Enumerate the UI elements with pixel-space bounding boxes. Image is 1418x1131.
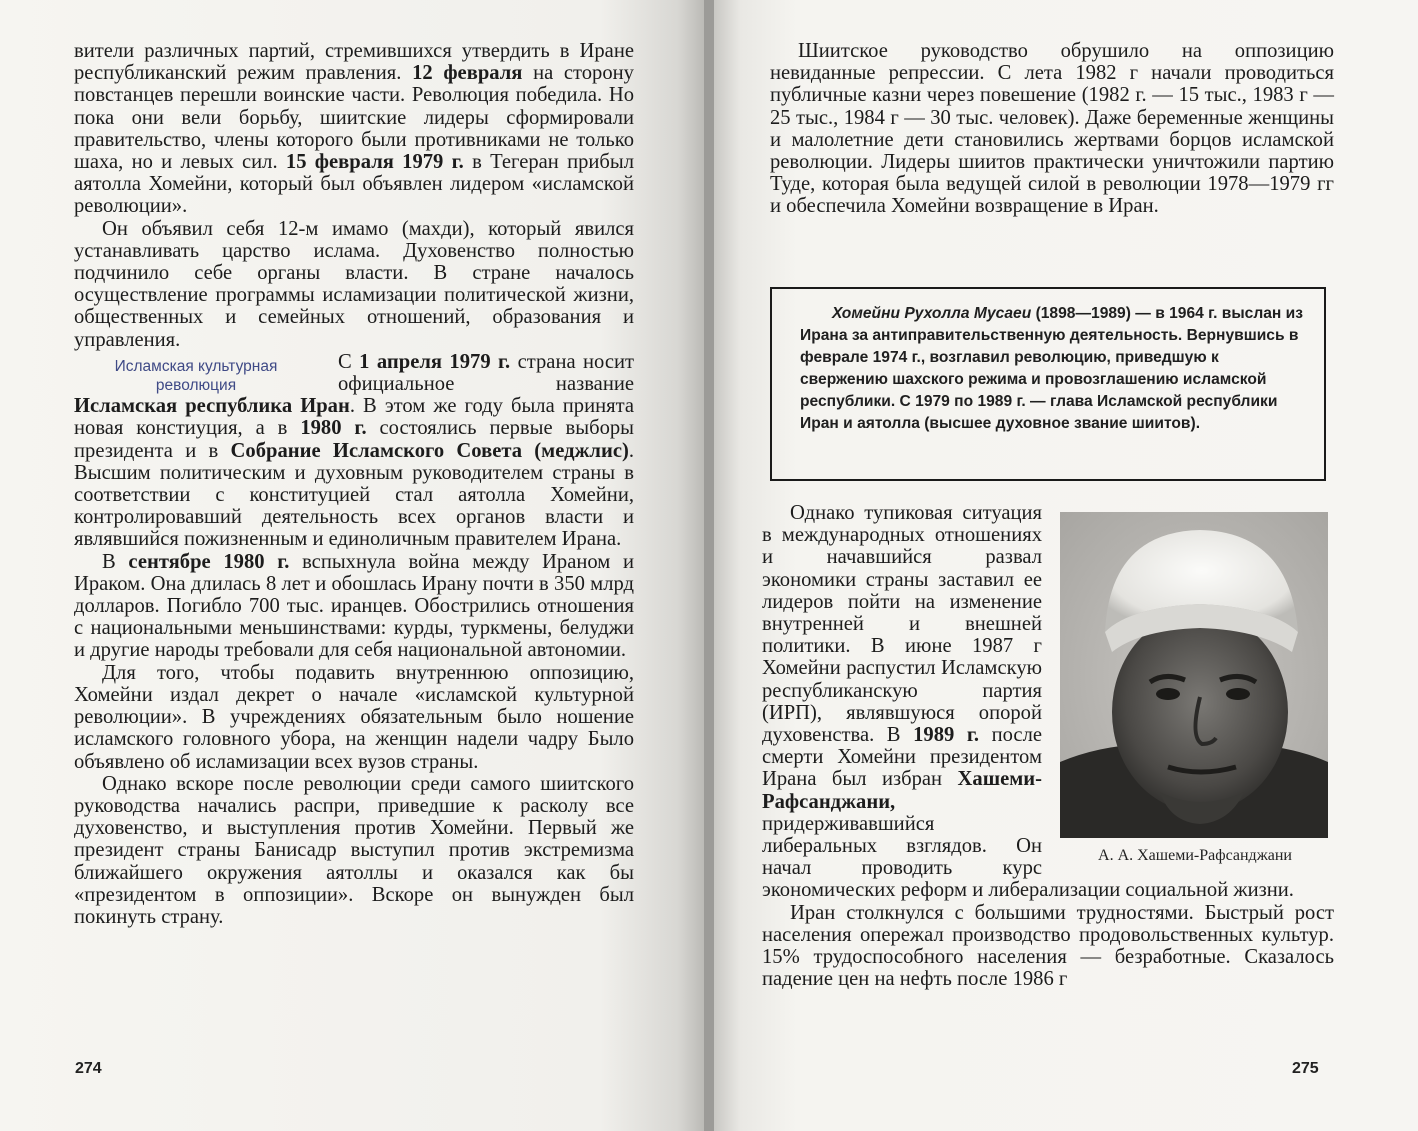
page-number-right: 275 [1292,1060,1319,1077]
page-number-left: 274 [75,1060,102,1077]
paragraph-imam: Он объявил себя 12-м имамо (махди), который явился устанавливать царство ислама. Духовенство полностью подчинило себе органы власти. В стране началось осуществление программы исламизации политической жизни, общественных и семейных отношений, образования и управления. [74,217,634,351]
bio-name: Хомейни Рухолла Мусаеи [832,305,1032,322]
left-page-text [74,40,634,928]
sidebar-label: Исламская культурная революция [114,357,278,394]
paragraph-split: Однако вскоре после революции среди самого шиитского руководства начались распри, приведшие к расколу все духовенство, и выступления против Хомейни. Первый же президент страны Банисадр выступил против экстремизма ближайшего окружения аятоллы и оказался как бы «президентом в оппозиции». Вскоре он вынужден был покинуть страну. [74,772,634,928]
paragraph-repression: Шиитское руководство обрушило на оппозицию невиданные репрессии. С лета 1982 г начали проводиться публичные казни через повешение (1982 г. — 15 тыс., 1983 г — 25 тыс., 1984 г — 30 тыс. человек). Даже беременные женщины и малолетние дети становились жертвами борцов исламской революции. Лидеры шиитов практически уничтожили партию Туде, которая была ведущей силой в революции 1978—1979 гг и обеспечила Хомейни возвращение в Иран. [770,40,1334,218]
right-page-text [770,40,1334,218]
paragraph-islamic-republic: Исламская культурная революция С 1 апреля 1979 г. страна носит официальное название Исламская республика Иран. В этом же году была принята новая констиуция, а в 1980 г. состоялись первые выборы президента и в Собрание Исламского Совета (меджлис). Высшим политическим и духовным руководителем страны в соответствии с конституцией стал аятолла Хомейни, контролировавший деятельность всех органов власти и являвшийся пожизненным и единоличным правителем Ирана. [74,351,634,551]
book-gutter [704,0,714,1131]
paragraph-cultural-revolution: Для того, чтобы подавить внутреннюю оппозицию, Хомейни издал декрет о начале «исламской культурной революции». В учреждениях обязательным было ношение исламского головного убора, на женщин надели чадру Было объявлено об исламизации всех вузов страны. [74,661,634,773]
right-page-lower-text [762,502,1334,990]
photo-caption: А. А. Хашеми-Рафсанджани [1098,847,1292,864]
paragraph-crisis: Однако тупиковая ситуация в международных отношениях и начавшийся развал экономики страны заставил ее лидеров пойти на изменение внутренней и внешней политики. В июне 1987 г Хомейни распустил Исламскую республиканскую партия (ИРП), являвшуюся опорой духовенства. В 1989 г. после смерти Хомейни президентом Ирана был избран Хашеми-Рафсанджани, придерживавшийся либеральных взглядов. Он начал проводить курс экономических реформ и либерализации социальной жизни. [762,502,1294,902]
paragraph-war: В сентябре 1980 г. вспыхнула война между Ираном и Ираком. Она длилась 8 лет и обошлась Ирану почти в 350 млрд долларов. Погибло 700 тыс. иранцев. Обострились отношения с национальными меньшинствами: курды, туркмены, белуджи и другие народы требовали для себя национальной автономии. [74,550,634,662]
paragraph-parties: вители различных партий, стремившихся утвердить в Иране республиканский режим правления. 12 февраля на сторону повстанцев перешли воинские части. Революция победила. Но пока они вели борьбу, шиитские лидеры сформировали правительство, члены которого были противниками не только шаха, но и левых сил. 15 февраля 1979 г. в Тегеран прибыл аятолла Хомейни, который был объявлен лидером «исламской революции». [74,40,635,218]
paragraph-difficulties: Иран столкнулся с большими трудностями. Быстрый рост населения опережал производство продовольственных культур. 15% трудоспособного населения — безработные. Сказалось падение цен на нефть после 1986 г [762,901,1334,991]
biography-box: Хомейни Рухолла Мусаеи (1898—1989) — в 1964 г. выслан из Ирана за антиправительственную деятельность. Вернувшись в феврале 1974 г., возглавил революцию, приведшую к свержению шахского режима и провозглашению исламской республики. С 1979 по 1989 г. — глава Исламской республики Иран и аятолла (высшее духовное звание шиитов). [770,287,1326,481]
